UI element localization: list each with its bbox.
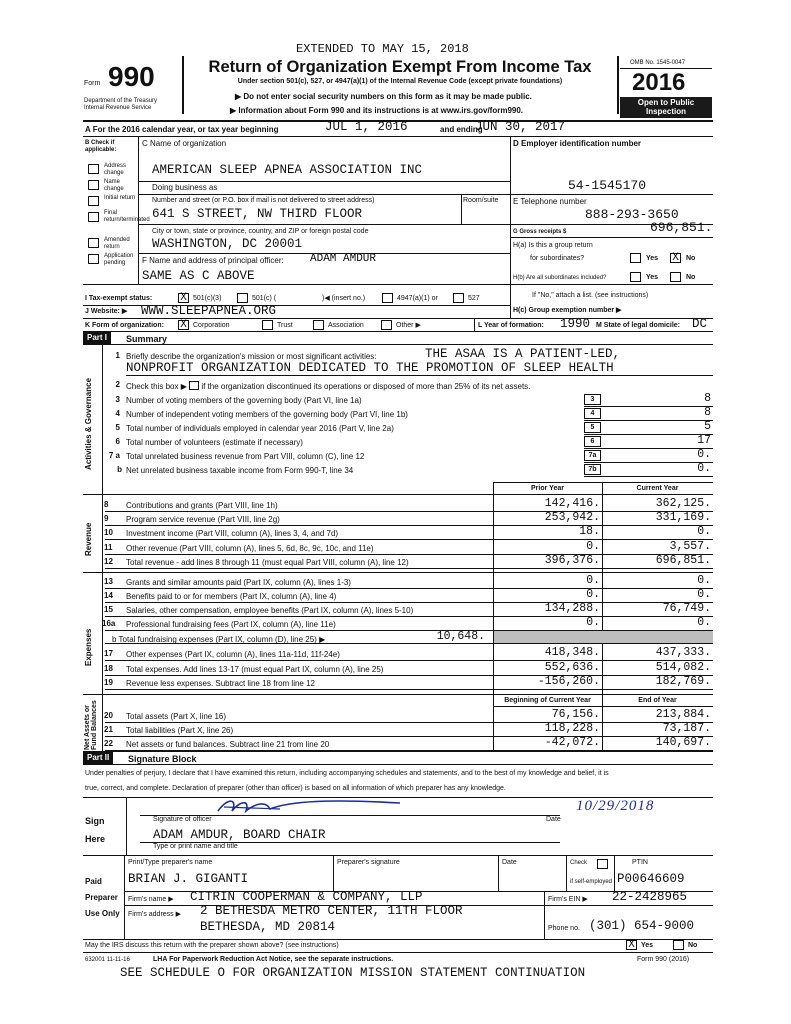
tax-year-begin: JUL 1, 2016 (325, 120, 408, 134)
expense-current-value: 437,333. (655, 646, 711, 659)
name-change-label: Name change (104, 179, 124, 192)
gov-line-label: Total number of volunteers (estimate if necessary) (126, 438, 303, 447)
expense-prior-value: -156,260. (537, 675, 600, 688)
association-checkbox[interactable] (313, 320, 324, 330)
net-assets-current-value: 213,884. (655, 708, 711, 721)
self-employed-label: if self-employed (570, 879, 613, 885)
address-change-label: Address change (104, 163, 127, 176)
gov-line-number: 3 (115, 395, 120, 404)
telephone-label: E Telephone number (513, 197, 587, 206)
firm-name: CITRIN COOPERMAN & COMPANY, LLP (190, 890, 423, 904)
preparer-date-label: Date (502, 859, 517, 866)
info-note: ▶ Information about Form 990 and its instructions is at www.irs.gov/form990. (230, 106, 524, 115)
dept-label: Department of the Treasury (84, 98, 158, 104)
discuss-no-checkbox[interactable] (673, 940, 684, 950)
preparer-name: BRIAN J. GIGANTI (128, 872, 249, 886)
trust-checkbox[interactable] (262, 320, 273, 330)
use-only-label: Use Only (85, 909, 120, 918)
line16b-value: 10,648. (436, 630, 485, 643)
check-applicable-label: B Check if applicable: (85, 140, 117, 153)
and-ending-label: and ending (440, 125, 483, 134)
net-assets-current-value: 73,187. (662, 722, 711, 735)
subordinates-yes-checkbox[interactable] (630, 272, 641, 282)
4947-checkbox[interactable] (382, 293, 393, 303)
form-of-org-label: K Form of organization: (85, 322, 164, 329)
date-label: Date (546, 816, 561, 823)
firm-ein-label: Firm's EIN ▶ (548, 896, 588, 903)
insert-number-label: )◀ (insert no.) (322, 295, 366, 302)
revenue-line-label: Other revenue (Part VIII, column (A), lines 5, 6d, 8c, 9c, 10c, and 11e) (126, 543, 374, 553)
form-footer-tag: Form 990 (2016) (637, 956, 690, 963)
expense-line-label: Other expenses (Part IX, column (A), lines 11a-11d, 11f-24e) (126, 650, 340, 659)
revenue-current-value: 362,125. (655, 497, 711, 510)
revenue-current-value: 331,169. (655, 511, 711, 525)
gov-line-value: 0. (697, 462, 711, 475)
ein-label: D Employer identification number (513, 139, 642, 148)
expense-current-value: 0. (697, 574, 711, 587)
501c3-label: 501(c)(3) (193, 295, 222, 302)
gov-line-box: 7a (584, 450, 601, 461)
preparer-signature-label: Preparer's signature (337, 859, 400, 866)
gov-line-label: Number of voting members of the governing body (Part VI, line 1a) (126, 396, 362, 405)
firm-address-label: Firm's address ▶ (128, 911, 182, 918)
firm-name-label: Firm's name ▶ (128, 896, 174, 903)
firm-phone: (301) 654-9000 (589, 919, 695, 933)
state-domicile-value: DC (692, 317, 708, 331)
527-checkbox[interactable] (453, 293, 464, 303)
amended-return-checkbox[interactable] (88, 238, 99, 248)
amended-return-label: Amended return (104, 237, 130, 250)
extension-notice: EXTENDED TO MAY 15, 2018 (296, 42, 469, 56)
expense-line-number: 14 (104, 591, 113, 600)
gov-line-box: 4 (584, 408, 601, 419)
principal-officer-label: F Name and address of principal officer: (142, 256, 284, 265)
gov-line-number: 6 (115, 437, 120, 446)
group-return-yes-checkbox[interactable] (630, 253, 641, 263)
room-suite-label: Room/suite (463, 197, 499, 204)
association-label: Association (328, 322, 364, 329)
state-domicile-label: M State of legal domicile: (596, 322, 681, 329)
check-label: Check (570, 860, 588, 866)
paid-label: Paid (85, 877, 102, 886)
street-label: Number and street (or P.O. box if mail is not delivered to street address) (152, 197, 375, 204)
revenue-line-number: 12 (104, 556, 113, 566)
part2-title: Signature Block (128, 754, 197, 764)
gov-line-number: b (117, 465, 122, 474)
principal-officer: ADAM AMDUR (310, 253, 377, 265)
form-subtitle: Under section 501(c), 527, or 4947(a)(1) of the Internal Revenue Code (except private foundations) (237, 78, 563, 85)
line16b-label: b Total fundraising expenses (Part IX, column (D), line 25) ▶ (112, 635, 326, 644)
line1-label: Briefly describe the organization's mission or most significant activities: (126, 352, 377, 361)
for-subordinates-label: for subordinates? (530, 255, 585, 262)
expense-line-label: Professional fundraising fees (Part IX, column (A), line 11e) (126, 620, 336, 629)
501c-checkbox[interactable] (237, 293, 248, 303)
tax-exempt-label: I Tax-exempt status: (85, 295, 153, 302)
expense-line-number: 15 (104, 605, 113, 614)
officer-address: SAME AS C ABOVE (142, 269, 255, 283)
501c3-checkbox[interactable]: X (178, 293, 189, 303)
expense-line-label: Revenue less expenses. Subtract line 18 from line 12 (126, 679, 315, 688)
initial-return-checkbox[interactable] (88, 196, 99, 206)
preparer-ptin: P00646609 (617, 872, 685, 886)
part1-title: Summary (126, 334, 168, 344)
part1-tag: Part I (83, 332, 111, 344)
revenue-line-number: 11 (104, 542, 113, 552)
gov-line-box: 5 (584, 422, 601, 433)
discuss-yes-checkbox[interactable]: X (626, 940, 637, 950)
telephone-value: 888-293-3650 (585, 207, 679, 222)
expense-line-number: 19 (104, 678, 113, 687)
gov-line-value: 0. (697, 448, 711, 461)
net-assets-prior-value: -42,072. (544, 736, 600, 749)
schedule-o-note: SEE SCHEDULE O FOR ORGANIZATION MISSION STATEMENT CONTINUATION (120, 966, 586, 980)
open-public-label: Open to Public (637, 98, 695, 107)
gov-line-box: 6 (584, 436, 601, 447)
net-assets-current-value: 140,697. (655, 736, 711, 749)
gov-line-value: 5 (704, 420, 711, 433)
revenue-prior-value: 142,416. (544, 497, 600, 510)
revenue-prior-value: 253,942. (544, 511, 600, 525)
preparer-name-label: Print/Type preparer's name (128, 859, 213, 866)
group-return-yes-label: Yes (646, 255, 659, 262)
corporation-label: Corporation (193, 322, 230, 329)
form-number: 990 (108, 61, 155, 92)
lha-notice: LHA For Paperwork Reduction Act Notice, see the separate instructions. (153, 956, 394, 963)
perjury-statement-a: Under penalties of perjury, I declare that I have examined this return, including accompanying schedules and statements, and to the best of my knowledge and belief, it is (85, 770, 609, 777)
initial-return-label: Initial return (104, 195, 136, 201)
net-assets-line-label: Net assets or fund balances. Subtract line 21 from line 20 (126, 740, 330, 749)
expense-line-label: Grants and similar amounts paid (Part IX, column (A), lines 1-3) (126, 578, 351, 587)
revenue-line-label: Contributions and grants (Part VIII, line 1h) (126, 501, 278, 510)
tax-year-end: JUN 30, 2017 (475, 120, 566, 134)
irs-label: Internal Revenue Service (84, 105, 152, 111)
gov-line-value: 17 (697, 434, 711, 447)
gross-receipts-label: G Gross receipts $ (513, 229, 567, 235)
prior-year-header: Prior Year (531, 485, 564, 492)
discuss-no-label: No (688, 942, 698, 949)
expense-line-number: 13 (104, 577, 113, 586)
website-value: WWW.SLEEPAPNEA.ORG (141, 304, 277, 318)
sign-label: Sign (85, 816, 105, 826)
trust-label: Trust (277, 322, 293, 329)
expense-line-number: 18 (104, 663, 113, 673)
signature-date: 10/29/2018 (576, 798, 655, 814)
officer-name-title: ADAM AMDUR, BOARD CHAIR (153, 828, 326, 842)
gov-line-label: Total unrelated business revenue from Part VIII, column (C), line 12 (126, 452, 365, 461)
group-return-no-checkbox[interactable]: X (670, 253, 681, 263)
inspection-label: Inspection (645, 107, 686, 116)
revenue-current-value: 0. (697, 525, 711, 539)
expense-prior-value: 0. (586, 588, 600, 601)
revenue-line-label: Total revenue - add lines 8 through 11 (must equal Part VIII, column (A), line 12) (126, 557, 409, 567)
part2-tag: Part II (83, 752, 113, 764)
phone-label: Phone no. (548, 925, 580, 932)
net-assets-prior-value: 118,228. (544, 722, 600, 735)
self-employed-checkbox[interactable] (597, 859, 608, 869)
gov-line-label: Number of independent voting members of the governing body (Part VI, line 1b) (126, 410, 408, 419)
net-assets-line-number: 21 (104, 725, 113, 734)
address-change-checkbox[interactable] (88, 164, 99, 174)
expense-line-label: Total expenses. Add lines 13-17 (must equal Part IX, column (A), line 25) (126, 664, 384, 674)
group-exemption-label: H(c) Group exemption number ▶ (513, 307, 622, 314)
final-return-label: Final return/terminated (104, 210, 150, 223)
firm-address-line2: BETHESDA, MD 20814 (200, 920, 336, 934)
ssn-note: ▶ Do not enter social security numbers on this form as it may be made public. (235, 92, 532, 101)
perjury-statement-b: true, correct, and complete. Declaration of preparer (other than officer) is based on all information of which preparer has any knowledge. (85, 785, 506, 792)
tax-year: 2016 (632, 69, 686, 96)
gov-line-number: 5 (115, 423, 120, 432)
subordinates-no-label: No (686, 274, 696, 281)
expense-prior-value: 0. (586, 616, 600, 629)
mission-line-a: THE ASAA IS A PATIENT-LED, (425, 347, 621, 361)
org-name-label: C Name of organization (142, 139, 227, 148)
revenue-line-label: Investment income (Part VIII, column (A), lines 3, 4, and 7d) (126, 529, 339, 539)
preparer-label: Preparer (85, 893, 118, 902)
expense-current-value: 76,749. (662, 602, 711, 615)
city-label: City or town, state or province, country, and ZIP or foreign postal code (152, 228, 369, 235)
expense-current-value: 182,769. (655, 675, 711, 688)
application-pending-label: Application pending (104, 253, 134, 266)
beginning-year-header: Beginning of Current Year (504, 697, 591, 704)
revenue-line-label: Program service revenue (Part VIII, line 2g) (126, 515, 280, 525)
gov-line-value: 8 (704, 392, 711, 405)
expense-line-label: Salaries, other compensation, employee benefits (Part IX, column (A), lines 5-10) (126, 606, 414, 615)
attach-list-note: If "No," attach a list. (see instructions) (532, 292, 649, 299)
form-title: Return of Organization Exempt From Income Tax (208, 58, 592, 76)
year-formation-label: L Year of formation: (478, 322, 544, 329)
ein-value: 54-1545170 (568, 178, 647, 193)
net-assets-line-label: Total liabilities (Part X, line 26) (126, 726, 234, 735)
here-label: Here (85, 834, 106, 844)
line2-label: Check this box ▶ if the organization discontinued its operations or disposed of more than 25% of its net assets. (126, 382, 531, 391)
revenue-current-value: 696,851. (655, 553, 711, 567)
line-a-label: A For the 2016 calendar year, or tax year beginning (85, 125, 279, 134)
firm-ein: 22-2428965 (612, 890, 688, 904)
expense-prior-value: 552,636. (544, 660, 600, 674)
org-name: AMERICAN SLEEP APNEA ASSOCIATION INC (152, 163, 423, 177)
group-return-label: H(a) Is this a group return (513, 242, 593, 249)
net-assets-line-label: Total assets (Part X, line 16) (126, 712, 227, 721)
expense-current-value: 0. (697, 616, 711, 629)
dba-label: Doing business as (152, 183, 218, 192)
year-formation-value: 1990 (560, 317, 591, 331)
name-title-label: Type or print name and title (153, 843, 238, 850)
irs-discuss-question: May the IRS discuss this return with the preparer shown above? (see instructions) (85, 942, 339, 949)
ptin-label: PTIN (632, 859, 648, 866)
expense-line-number: 16a (102, 619, 116, 628)
subordinates-included-label: H(b) Are all subordinates included? (513, 275, 607, 281)
expense-prior-value: 0. (586, 574, 600, 587)
gov-line-value: 8 (704, 406, 711, 419)
gov-line-box: 7b (584, 464, 601, 475)
omb-number: OMB No. 1545-0047 (630, 60, 686, 66)
gov-line-number: 7 a (108, 451, 120, 460)
city-state-zip: WASHINGTON, DC 20001 (152, 237, 303, 251)
expense-line-label: Benefits paid to or for members (Part IX, column (A), line 4) (126, 592, 337, 601)
group-return-no-label: No (686, 255, 696, 262)
revenue-line-number: 10 (104, 528, 113, 538)
net-assets-prior-value: 76,156. (551, 708, 600, 721)
name-change-checkbox[interactable] (88, 180, 99, 190)
form-label: Form (84, 80, 101, 87)
discuss-yes-label: Yes (641, 942, 654, 949)
mission-line-b: NONPROFIT ORGANIZATION DEDICATED TO THE PROMOTION OF SLEEP HEALTH (126, 361, 614, 375)
501c-label: 501(c) ( (252, 295, 277, 302)
other-checkbox[interactable] (381, 320, 392, 330)
527-label: 527 (468, 295, 480, 302)
revenue-line-number: 9 (104, 514, 109, 524)
corporation-checkbox[interactable]: X (178, 320, 189, 330)
final-return-checkbox[interactable] (88, 212, 99, 222)
4947-label: 4947(a)(1) or (397, 295, 438, 302)
subordinates-no-checkbox[interactable] (670, 272, 681, 282)
revenue-prior-value: 0. (586, 539, 600, 553)
current-year-header: Current Year (636, 485, 679, 492)
expense-prior-value: 134,288. (544, 602, 600, 615)
other-label: Other ▶ (396, 322, 421, 329)
revenue-prior-value: 18. (579, 525, 600, 539)
end-year-header: End of Year (638, 697, 677, 704)
application-pending-checkbox[interactable] (88, 254, 99, 264)
gov-line-number: 4 (115, 409, 120, 418)
officer-signature (210, 795, 410, 817)
gov-line-label: Total number of individuals employed in calendar year 2016 (Part V, line 2a) (126, 424, 394, 433)
expense-line-number: 17 (104, 649, 113, 658)
expense-current-value: 514,082. (655, 660, 711, 674)
open-public-box (620, 97, 712, 118)
signature-officer-label: Signature of officer (153, 816, 212, 823)
form-code: 632001 11-11-16 (85, 957, 130, 963)
gov-line-label: Net unrelated business taxable income from Form 990-T, line 34 (126, 466, 354, 475)
street-address: 641 S STREET, NW THIRD FLOOR (152, 207, 363, 221)
revenue-line-number: 8 (104, 500, 109, 509)
revenue-current-value: 3,557. (669, 539, 711, 553)
expense-prior-value: 418,348. (544, 646, 600, 659)
website-label: J Website: ▶ (85, 308, 128, 315)
net-assets-line-number: 22 (104, 739, 113, 748)
gov-line-box: 3 (584, 394, 601, 405)
expense-current-value: 0. (697, 588, 711, 601)
revenue-prior-value: 396,376. (544, 553, 600, 567)
gross-receipts-value: 696,851. (650, 220, 713, 235)
subordinates-yes-label: Yes (646, 274, 659, 281)
net-assets-line-number: 20 (104, 711, 113, 720)
firm-address-line1: 2 BETHESDA METRO CENTER, 11TH FLOOR (200, 904, 463, 918)
